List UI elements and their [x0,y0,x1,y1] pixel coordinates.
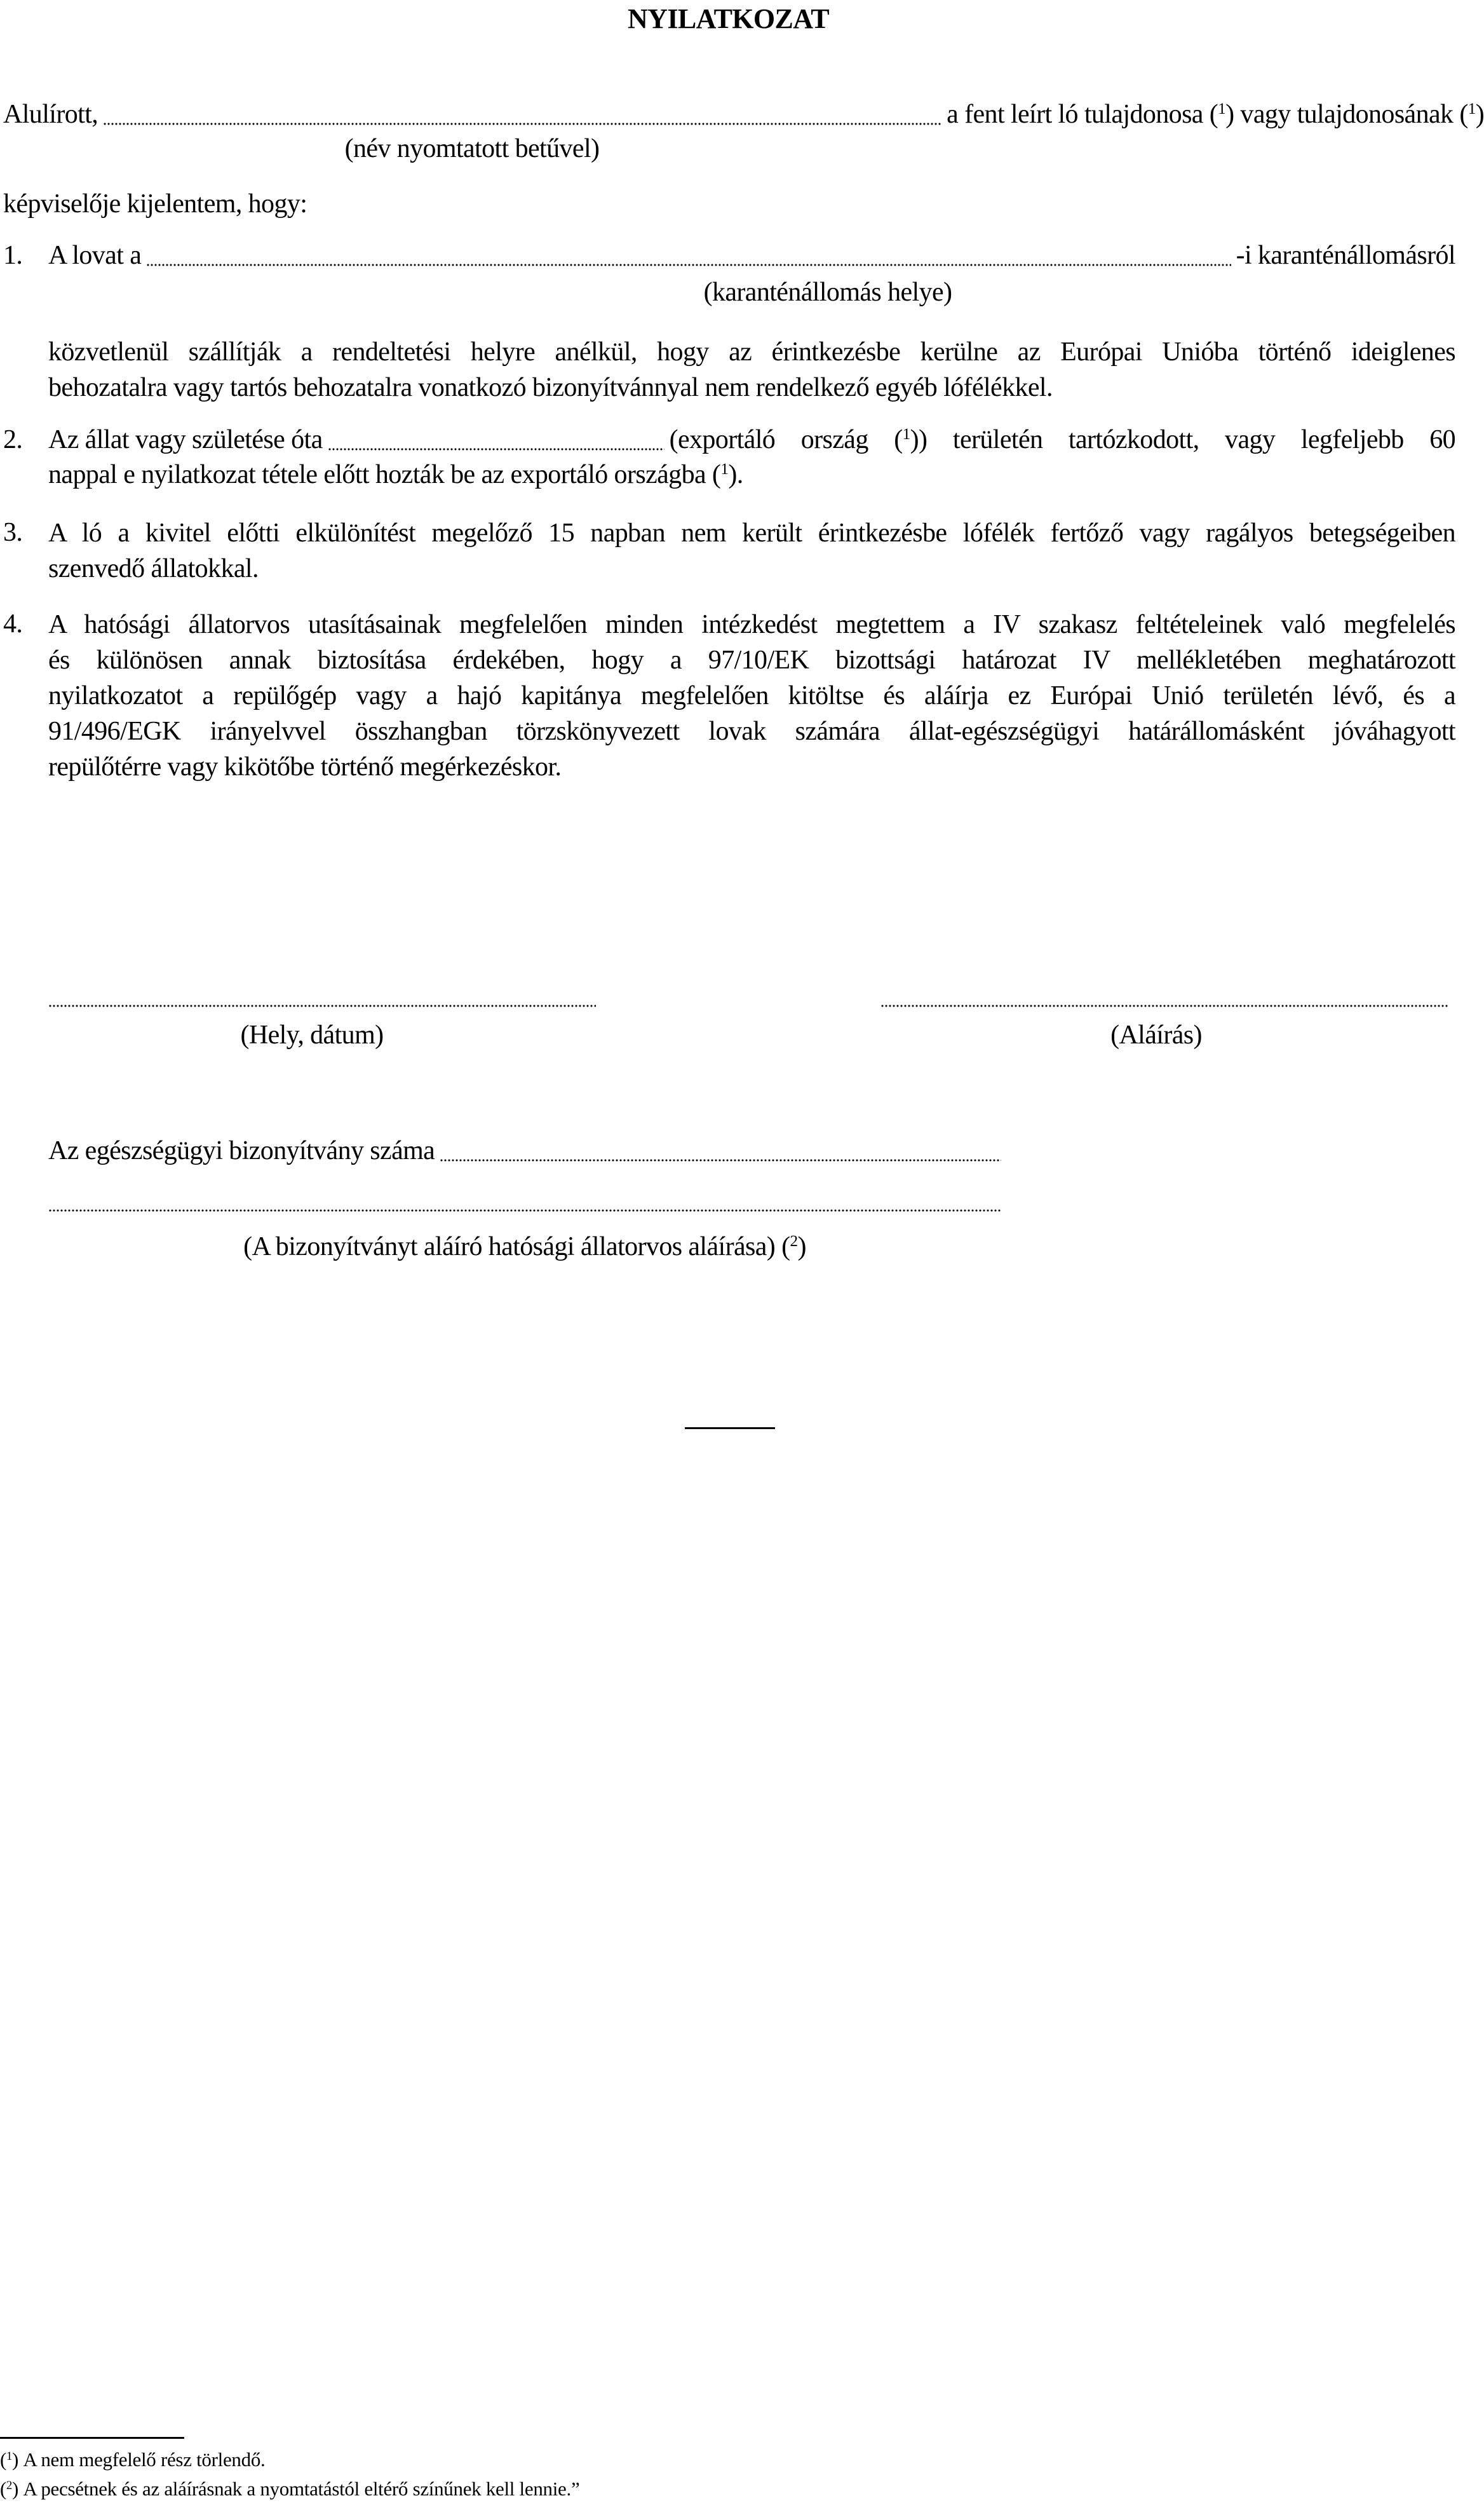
exporting-country-field[interactable] [328,432,664,451]
item-2-prefix: Az állat vagy születése óta [48,425,323,454]
text-line: A hatósági állatorvos utasításainak megfelelően minden intézkedést megtettem a IV szakasz feltételeinek való megfelelés [48,610,1455,639]
text-line: A ló a kivitel előtti elkülönítést megelőző 15 napban nem került érintkezésbe lófélék fertőző vagy ragályos betegségeiben [48,519,1455,548]
place-date-field[interactable] [48,1004,596,1008]
footnote-1: ($^1$) A nem megfelelő rész törlendő. [0,2448,266,2471]
item-1-suffix: -i karanténállomásról [1236,241,1455,270]
item-1-number: 1. [3,241,23,270]
intro-suffix: a fent leírt ló tulajdonosa ($^1$) vagy tulajdonosának ($^1$) [947,100,1484,129]
signature-caption: (Aláírás) [1110,1021,1202,1050]
item-3-body [48,515,1455,587]
text-line: és különösen annak biztosítása érdekében, hogy a 97/10/EK bizottsági határozat IV mellékletében meghatározott [48,646,1455,675]
certificate-number-label: Az egészségügyi bizonyítvány száma [48,1136,435,1165]
quarantine-caption: (karanténállomás helye) [703,278,952,307]
item-2-second-line: nappal e nyilatkozat tétele előtt hozták be az exportáló országba ($^1$). [48,460,743,489]
item-2-number: 2. [3,425,23,454]
vet-signature-caption: (A bizonyítványt aláíró hatósági állatorvos aláírása) ($^2$) [243,1232,806,1261]
item-1-prefix: A lovat a [48,241,142,270]
text-line: közvetlenül szállítják a rendeltetési helyre anélkül, hogy az érintkezésbe kerülne az Európai Unióba történő ideiglenes [48,337,1455,367]
document-title: NYILATKOZAT [628,3,829,34]
item-2-first-line [48,423,1455,458]
intro-line [3,97,1484,132]
intro-continuation: képviselője kijelentem, hogy: [3,189,307,219]
name-caption: (név nyomtatott betűvel) [344,134,600,163]
text-line: szenvedő állatokkal. [48,554,259,583]
place-date-caption: (Hely, dátum) [240,1021,384,1050]
item-4-number: 4. [3,609,23,639]
text-line: nyilatkozatot a repülőgép vagy a hajó kapitánya megfelelően kitöltse és aláírja ez Európai Unió területén lévő, és a [48,681,1455,710]
item-3-number: 3. [3,518,23,547]
item-2-rest: (exportáló ország ($^1$)) területén tartózkodott, vagy legfeljebb 60 [669,425,1455,454]
item-1-body [48,334,1455,405]
certificate-number-line [48,1134,1001,1169]
item-4-body [48,607,1455,785]
footnote-separator [0,2437,184,2439]
text-line: repülőtérre vagy kikötőbe történő megérkezéskor. [48,752,562,782]
text-line: behozatalra vagy tartós behozatalra vonatkozó bizonyítvánnyal nem rendelkező egyéb lófélékkel. [48,373,1053,402]
text-line: 91/496/EGK irányelvvel összhangban törzskönyvezett lovak számára állat-egészségügyi határállomásként jóváhagyott [48,717,1455,746]
intro-prefix: Alulírott, [3,100,98,129]
footnote-2: ($^2$) A pecsétnek és az aláírásnak a nyomtatástól eltérő színűnek kell lennie.” [0,2478,580,2500]
signature-field[interactable] [880,1004,1448,1008]
quarantine-station-field[interactable] [146,248,1231,267]
certificate-number-field[interactable] [440,1143,1001,1162]
vet-signature-field[interactable] [48,1209,1001,1212]
item-1-first-line [48,238,1455,273]
owner-name-field[interactable] [103,107,941,126]
end-separator [685,1427,775,1429]
